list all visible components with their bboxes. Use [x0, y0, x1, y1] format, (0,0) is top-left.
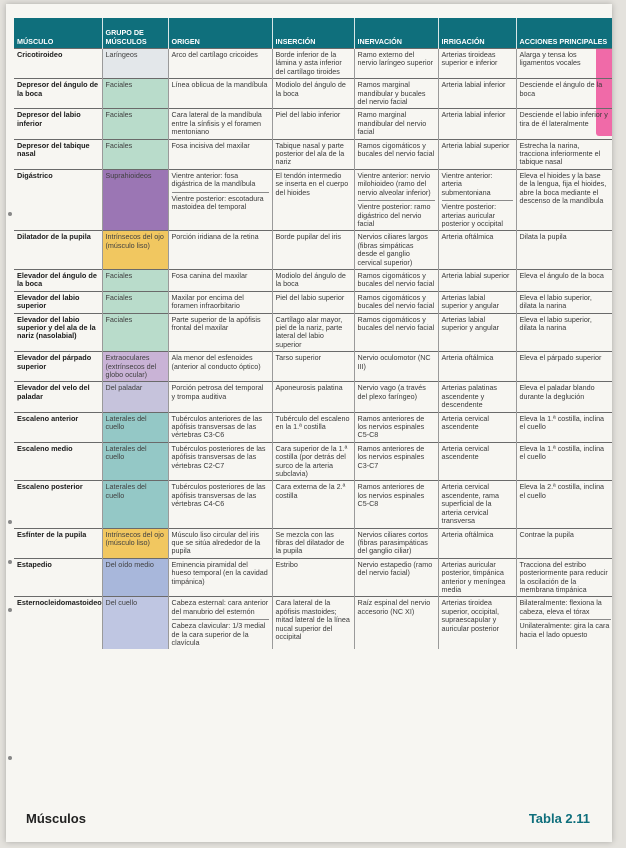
cell-innervation-text: Ramos cigomáticos y bucales del nervio facial — [357, 270, 435, 289]
cell-origin-text: Vientre posterior: escotadura mastoidea del temporal — [172, 192, 269, 212]
cell-actions-text: Eleva la 1.ª costilla, inclina el cuello — [519, 443, 605, 462]
cell-muscle-name-text: Elevador del labio superior y del ala de la nariz (nasolabial) — [17, 314, 96, 341]
cell-actions-text: Contrae la pupila — [519, 529, 574, 539]
table-row — [14, 291, 612, 313]
cell-actions — [516, 79, 612, 109]
footer-section-title: Músculos — [26, 811, 86, 826]
cell-actions-text: Unilateralmente: gira la cara hacia el lado opuesto — [519, 621, 610, 639]
cell-insertion-text: Tabique nasal y parte posterior del ala de la nariz — [275, 140, 345, 167]
cell-irrigation — [438, 412, 516, 442]
cell-muscle-name-text: Escaleno anterior — [17, 413, 79, 423]
cell-muscle-name-text: Cricotiroideo — [17, 50, 63, 59]
header-insercion: INSERCIÓN — [272, 18, 354, 49]
cell-origin — [168, 558, 272, 597]
cell-muscle-name — [14, 79, 102, 109]
cell-origin — [168, 79, 272, 109]
header-origen: ORIGEN — [168, 18, 272, 49]
cell-irrigation-text: Arterias tiroideas superior e inferior — [441, 50, 498, 68]
cell-innervation — [354, 352, 438, 382]
cell-origin-text: Tubérculos posteriores de las apófisis transversas de las vértebras C2-C7 — [171, 443, 266, 470]
cell-muscle-name-text: Esternocleidomastoideo — [17, 598, 102, 608]
cell-irrigation-text: Arterias palatinas ascendente y descendente — [441, 383, 498, 410]
cell-insertion-text: Borde inferior de la lámina y asta inferior del cartílago tiroides — [275, 50, 342, 76]
cell-insertion — [272, 442, 354, 481]
cell-muscle-group-text: Faciales — [105, 140, 133, 150]
cell-actions — [516, 49, 612, 79]
cell-muscle-group-text: Del oído medio — [105, 559, 154, 569]
cell-actions-text: Bilateralmente: flexiona la cabeza, eleva el tórax — [519, 598, 602, 616]
cell-muscle-name-text: Elevador del labio superior — [17, 292, 80, 311]
cell-origin-text: Arco del cartílago cricoides — [171, 50, 258, 59]
cell-origin — [168, 169, 272, 230]
cell-muscle-name — [14, 291, 102, 313]
cell-innervation-text: Raíz espinal del nervio accesorio (NC XI) — [357, 598, 431, 616]
cell-muscle-group-text: Faciales — [105, 110, 133, 120]
cell-muscle-group — [102, 528, 168, 558]
cell-innervation — [354, 79, 438, 109]
cell-innervation-text: Nervio estapedio (ramo del nervio facial) — [357, 559, 433, 578]
cell-insertion — [272, 382, 354, 412]
cell-origin-text: Parte superior de la apófisis frontal del maxilar — [171, 314, 261, 332]
cell-irrigation-text: Arterias labial superior y angular — [441, 292, 500, 311]
cell-muscle-name-text: Esfínter de la pupila — [17, 529, 87, 539]
cell-actions-text: Eleva el ángulo de la boca — [519, 270, 604, 280]
cell-innervation-text: Ramo externo del nervio laríngeo superior — [357, 50, 434, 68]
cell-irrigation — [438, 313, 516, 352]
cell-muscle-group-text: Laterales del cuello — [105, 482, 147, 500]
cell-innervation — [354, 139, 438, 169]
table-row — [14, 558, 612, 597]
cell-actions — [516, 269, 612, 291]
cell-innervation-text: Vientre posterior: ramo digástrico del nervio facial — [358, 200, 435, 228]
cell-origin — [168, 49, 272, 79]
cell-irrigation-text: Arterias auricular posterior, timpánica anterior y meníngea media — [441, 559, 506, 594]
cell-insertion — [272, 79, 354, 109]
cell-innervation — [354, 313, 438, 352]
book-page — [6, 4, 612, 842]
muscle-table — [14, 18, 612, 649]
cell-innervation-text: Ramos cigomáticos y bucales del nervio facial — [357, 140, 435, 159]
cell-muscle-name-text: Dilatador de la pupila — [17, 232, 91, 242]
cell-innervation-text: Ramos cigomáticos y bucales del nervio facial — [357, 314, 435, 332]
cell-irrigation — [438, 442, 516, 481]
cell-actions — [516, 442, 612, 481]
cell-origin — [168, 442, 272, 481]
cell-insertion-text: Cara lateral de la apófisis mastoides; mitad lateral de la línea nucal superior del occipital — [275, 598, 350, 641]
cell-innervation — [354, 291, 438, 313]
cell-actions — [516, 291, 612, 313]
cell-muscle-group — [102, 169, 168, 230]
cell-actions-text: Tracciona del estribo posteriormente para reducir la oscilación de la membrana timpánica — [519, 559, 608, 594]
cell-insertion-text: Cartílago alar mayor, piel de la nariz, parte lateral del labio superior — [275, 314, 343, 349]
cell-insertion — [272, 481, 354, 528]
cell-irrigation-text: Arteria cervical ascendente — [441, 413, 490, 432]
cell-innervation — [354, 528, 438, 558]
cell-insertion — [272, 231, 354, 270]
cell-insertion-text: Borde pupilar del iris — [275, 232, 342, 242]
cell-actions-text: Eleva la 1.ª costilla, inclina el cuello — [519, 413, 605, 432]
table-row — [14, 49, 612, 79]
cell-insertion — [272, 412, 354, 442]
cell-innervation — [354, 169, 438, 230]
cell-origin — [168, 231, 272, 270]
cell-innervation-text: Ramos anteriores de los nervios espinales C3-C7 — [357, 443, 425, 470]
table-row — [14, 382, 612, 412]
cell-innervation — [354, 231, 438, 270]
margin-dot — [8, 608, 12, 612]
cell-muscle-name — [14, 109, 102, 139]
cell-irrigation — [438, 481, 516, 528]
cell-innervation-text: Ramos cigomáticos y bucales del nervio facial — [357, 292, 435, 311]
cell-origin-text: Vientre anterior: fosa digástrica de la mandíbula — [171, 170, 256, 189]
cell-insertion — [272, 291, 354, 313]
cell-actions-text: Estrecha la narina, tracciona inferiormente el tabique nasal — [519, 140, 601, 167]
cell-insertion-text: Tarso superior — [275, 353, 322, 363]
header-inervacion: INERVACIÓN — [354, 18, 438, 49]
cell-muscle-name-text: Estapedio — [17, 559, 52, 569]
cell-muscle-name-text: Escaleno posterior — [17, 482, 83, 492]
cell-muscle-group-text: Extraoculares (extrínsecos del globo ocular) — [105, 353, 157, 379]
cell-insertion — [272, 597, 354, 650]
cell-irrigation — [438, 597, 516, 650]
cell-actions — [516, 169, 612, 230]
cell-origin-text: Porción petrosa del temporal y trompa auditiva — [171, 383, 264, 401]
cell-muscle-name — [14, 442, 102, 481]
cell-insertion-text: Cara superior de la 1.ª costilla (por detrás del surco de la arteria subclavia) — [275, 443, 348, 479]
cell-origin-text: Tubérculos anteriores de las apófisis transversas de las vértebras C3-C6 — [171, 413, 262, 440]
cell-actions-text: Eleva el hioides y la base de la lengua, fija el hioides, abre la boca mediante el descenso de la mandíbula — [519, 170, 607, 206]
margin-dot — [8, 212, 12, 216]
cell-irrigation-text: Arteria cervical ascendente — [441, 443, 490, 462]
cell-muscle-group — [102, 558, 168, 597]
cell-muscle-group-text: Faciales — [105, 80, 133, 90]
cell-muscle-group — [102, 412, 168, 442]
cell-irrigation-text: Vientre posterior: arterias auricular posterior y occipital — [442, 200, 513, 228]
header-grupo: GRUPO DE MÚSCULOS — [102, 18, 168, 49]
cell-muscle-name — [14, 49, 102, 79]
cell-innervation — [354, 49, 438, 79]
cell-irrigation-text: Arteria labial inferior — [441, 80, 506, 90]
cell-origin-text: Fosa incisiva del maxilar — [171, 140, 250, 150]
cell-origin-text: Fosa canina del maxilar — [171, 270, 248, 280]
cell-muscle-name-text: Depresor del labio inferior — [17, 110, 81, 128]
cell-irrigation — [438, 49, 516, 79]
cell-origin-text: Cara lateral de la mandíbula entre la sínfisis y el foramen mentoniano — [171, 110, 262, 137]
cell-origin — [168, 139, 272, 169]
cell-muscle-name — [14, 269, 102, 291]
cell-insertion-text: Modiolo del ángulo de la boca — [275, 270, 346, 289]
cell-innervation — [354, 481, 438, 528]
cell-muscle-group — [102, 481, 168, 528]
cell-muscle-group — [102, 139, 168, 169]
cell-muscle-group-text: Suprahioideos — [105, 170, 152, 180]
cell-irrigation — [438, 109, 516, 139]
cell-origin-text: Cabeza clavicular: 1/3 medial de la cara superior de la clavícula — [172, 619, 269, 647]
cell-irrigation-text: Arteria labial superior — [441, 140, 510, 150]
cell-insertion-text: Cara externa de la 2.ª costilla — [275, 482, 346, 500]
table-row — [14, 269, 612, 291]
cell-muscle-group — [102, 313, 168, 352]
cell-muscle-name-text: Digástrico — [17, 170, 53, 180]
table-row — [14, 109, 612, 139]
cell-insertion — [272, 558, 354, 597]
cell-insertion — [272, 313, 354, 352]
cell-insertion-text: Piel del labio inferior — [275, 110, 341, 120]
table-row — [14, 597, 612, 650]
cell-origin — [168, 597, 272, 650]
header-acciones: ACCIONES PRINCIPALES — [516, 18, 612, 49]
cell-irrigation — [438, 269, 516, 291]
cell-muscle-group — [102, 442, 168, 481]
cell-origin — [168, 291, 272, 313]
cell-innervation-text: Nervio vago (a través del plexo faríngeo) — [357, 383, 426, 401]
cell-insertion — [272, 528, 354, 558]
cell-muscle-name — [14, 558, 102, 597]
cell-irrigation-text: Arteria labial inferior — [441, 110, 506, 120]
cell-innervation-text: Ramos anteriores de los nervios espinales C5-C8 — [357, 482, 425, 509]
cell-actions — [516, 412, 612, 442]
cell-muscle-group — [102, 109, 168, 139]
cell-actions-text: Eleva la 2.ª costilla, inclina el cuello — [519, 482, 605, 500]
cell-actions-text: Eleva el paladar blando durante la deglución — [519, 383, 595, 401]
cell-origin — [168, 313, 272, 352]
margin-dot — [8, 520, 12, 524]
cell-origin — [168, 269, 272, 291]
cell-actions-text: Dilata la pupila — [519, 232, 567, 242]
cell-irrigation — [438, 79, 516, 109]
cell-irrigation — [438, 231, 516, 270]
cell-actions-text: Alarga y tensa los ligamentos vocales — [519, 50, 581, 68]
cell-innervation-text: Ramos anteriores de los nervios espinales C5-C8 — [357, 413, 425, 440]
cell-innervation — [354, 412, 438, 442]
table-header-row — [14, 18, 612, 49]
cell-actions — [516, 109, 612, 139]
cell-innervation-text: Nervio oculomotor (NC III) — [357, 353, 431, 371]
cell-innervation-text: Vientre anterior: nervio milohioideo (ramo del nervio alveolar inferior) — [357, 170, 431, 197]
header-irrigacion: IRRIGACIÓN — [438, 18, 516, 49]
cell-muscle-group-text: Laríngeos — [105, 50, 138, 59]
cell-insertion-text: Tubérculo del escaleno en la 1.ª costilla — [275, 413, 350, 432]
cell-irrigation — [438, 169, 516, 230]
cell-muscle-name — [14, 231, 102, 270]
cell-muscle-group-text: Laterales del cuello — [105, 413, 147, 432]
cell-innervation — [354, 109, 438, 139]
cell-insertion — [272, 352, 354, 382]
cell-origin-text: Eminencia piramidal del hueso temporal (en la cavidad timpánica) — [171, 559, 268, 586]
cell-actions — [516, 352, 612, 382]
table-row — [14, 442, 612, 481]
table-row — [14, 313, 612, 352]
cell-innervation — [354, 597, 438, 650]
table-row — [14, 231, 612, 270]
cell-irrigation — [438, 528, 516, 558]
cell-muscle-group — [102, 352, 168, 382]
cell-muscle-group — [102, 291, 168, 313]
cell-irrigation-text: Arteria cervical ascendente, rama superficial de la arteria cervical transversa — [441, 482, 500, 526]
margin-dot — [8, 560, 12, 564]
cell-irrigation-text: Arteria oftálmica — [441, 232, 494, 242]
cell-origin-text: Porción iridiana de la retina — [171, 232, 259, 242]
cell-actions — [516, 313, 612, 352]
cell-origin-text: Línea oblicua de la mandíbula — [171, 80, 268, 90]
cell-muscle-name-text: Elevador del velo del paladar — [17, 383, 90, 401]
cell-origin — [168, 382, 272, 412]
cell-actions — [516, 528, 612, 558]
table-row — [14, 79, 612, 109]
cell-actions — [516, 597, 612, 650]
cell-irrigation — [438, 139, 516, 169]
table-row — [14, 139, 612, 169]
cell-actions — [516, 139, 612, 169]
cell-irrigation-text: Vientre anterior: arteria submentoniana — [441, 170, 493, 197]
cell-innervation-text: Nervios ciliares largos (fibras simpáticas desde el ganglio cervical superior) — [357, 232, 428, 267]
margin-dot — [8, 756, 12, 760]
cell-muscle-name-text: Depresor del tabique nasal — [17, 140, 90, 159]
cell-muscle-name — [14, 481, 102, 528]
cell-insertion-text: Modiolo del ángulo de la boca — [275, 80, 346, 98]
cell-innervation-text: Ramo marginal mandibular del nervio facial — [357, 110, 427, 137]
cell-actions-text: Desciende el ángulo de la boca — [519, 80, 603, 98]
table-row — [14, 528, 612, 558]
cell-muscle-name — [14, 139, 102, 169]
header-musculo: MÚSCULO — [14, 18, 102, 49]
cell-insertion — [272, 139, 354, 169]
table-row — [14, 412, 612, 442]
cell-insertion — [272, 109, 354, 139]
cell-muscle-group-text: Del paladar — [105, 383, 143, 393]
cell-muscle-group-text: Faciales — [105, 314, 133, 324]
cell-irrigation — [438, 558, 516, 597]
cell-actions-text: Desciende el labio inferior y tira de él lateralmente — [519, 110, 608, 128]
cell-actions-text: Eleva el labio superior, dilata la narina — [519, 292, 592, 311]
cell-muscle-name-text: Escaleno medio — [17, 443, 73, 453]
footer-table-number: Tabla 2.11 — [528, 811, 590, 826]
cell-muscle-name — [14, 313, 102, 352]
cell-muscle-group-text: Faciales — [105, 270, 133, 280]
cell-insertion — [272, 169, 354, 230]
cell-irrigation — [438, 382, 516, 412]
cell-muscle-name-text: Elevador del párpado superior — [17, 353, 92, 371]
cell-insertion-text: Piel del labio superior — [275, 292, 345, 302]
cell-insertion-text: El tendón intermedio se inserta en el cuerpo del hioides — [275, 170, 349, 197]
cell-origin-text: Maxilar por encima del foramen infraorbitario — [171, 292, 244, 311]
cell-irrigation — [438, 352, 516, 382]
cell-muscle-name-text: Elevador del ángulo de la boca — [17, 270, 97, 289]
table-row — [14, 352, 612, 382]
cell-insertion-text: Aponeurosis palatina — [275, 383, 343, 393]
cell-innervation-text: Nervios ciliares cortos (fibras parasimpáticas del ganglio ciliar) — [357, 529, 428, 556]
cell-muscle-group — [102, 269, 168, 291]
cell-irrigation-text: Arteria labial superior — [441, 270, 510, 280]
cell-actions-text: Eleva el labio superior, dilata la narina — [519, 314, 592, 332]
cell-muscle-group — [102, 382, 168, 412]
cell-muscle-group-text: Del cuello — [105, 598, 138, 608]
cell-muscle-name — [14, 597, 102, 650]
cell-actions — [516, 382, 612, 412]
cell-irrigation — [438, 291, 516, 313]
cell-innervation-text: Ramos marginal mandibular y bucales del nervio facial — [357, 80, 426, 107]
cell-insertion-text: Estribo — [275, 559, 298, 569]
cell-innervation — [354, 269, 438, 291]
cell-innervation — [354, 382, 438, 412]
cell-irrigation-text: Arteria oftálmica — [441, 529, 494, 539]
cell-muscle-group — [102, 597, 168, 650]
cell-origin-text: Ala menor del esfenoides (anterior al conducto óptico) — [171, 353, 261, 371]
cell-origin — [168, 109, 272, 139]
cell-origin — [168, 412, 272, 442]
table-row — [14, 481, 612, 528]
cell-actions — [516, 231, 612, 270]
cell-muscle-name — [14, 169, 102, 230]
cell-insertion — [272, 49, 354, 79]
table-row — [14, 169, 612, 230]
cell-muscle-group-text: Faciales — [105, 292, 133, 302]
cell-irrigation-text: Arteria oftálmica — [441, 353, 494, 363]
cell-muscle-name — [14, 412, 102, 442]
cell-insertion — [272, 269, 354, 291]
cell-origin — [168, 528, 272, 558]
cell-muscle-group — [102, 231, 168, 270]
cell-muscle-group-text: Intrínsecos del ojo (músculo liso) — [105, 232, 164, 250]
cell-origin — [168, 481, 272, 528]
cell-origin-text: Cabeza esternal: cara anterior del manubrio del esternón — [171, 598, 269, 616]
cell-muscle-group-text: Laterales del cuello — [105, 443, 147, 462]
cell-muscle-group — [102, 79, 168, 109]
cell-muscle-name — [14, 382, 102, 412]
cell-insertion-text: Se mezcla con las fibras del dilatador de la pupila — [275, 529, 345, 556]
cell-muscle-name-text: Depresor del ángulo de la boca — [17, 80, 99, 98]
cell-actions — [516, 481, 612, 528]
cell-muscle-group — [102, 49, 168, 79]
cell-irrigation-text: Arterias tiroidea superior, occipital, supraescapular y auricular posterior — [441, 598, 500, 633]
cell-actions-text: Eleva el párpado superior — [519, 353, 602, 363]
cell-irrigation-text: Arterias labial superior y angular — [441, 314, 500, 332]
cell-muscle-name — [14, 352, 102, 382]
cell-origin-text: Músculo liso circular del iris que se sitúa alrededor de la pupila — [171, 529, 261, 556]
cell-muscle-group-text: Intrínsecos del ojo (músculo liso) — [105, 529, 164, 547]
cell-actions — [516, 558, 612, 597]
cell-origin — [168, 352, 272, 382]
cell-muscle-name — [14, 528, 102, 558]
cell-origin-text: Tubérculos posteriores de las apófisis transversas de las vértebras C4-C6 — [171, 482, 266, 509]
cell-innervation — [354, 558, 438, 597]
cell-innervation — [354, 442, 438, 481]
